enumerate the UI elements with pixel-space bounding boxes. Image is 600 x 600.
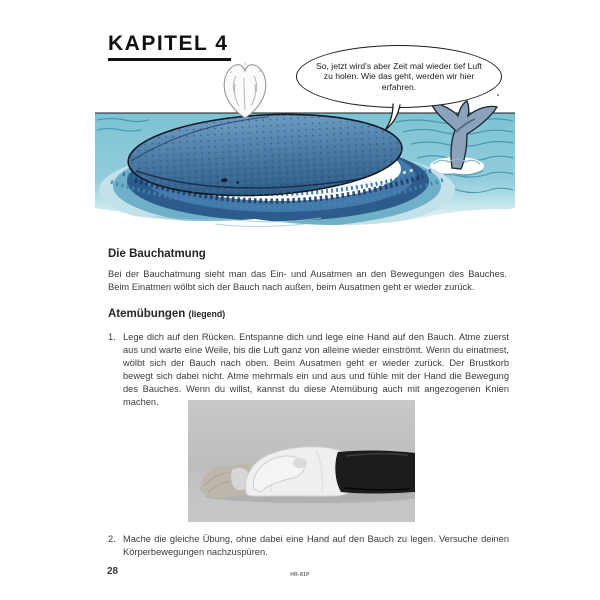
paragraph-bauchatmung: Bei der Bauchatmung sieht man das Ein- und Ausatmen an den Bewegungen des Bauches. Beim Einatmen wölbt sich der Bauch nach außen, beim Ausatmen geht er wieder zurück. [108,269,507,292]
exercise-item-1 [108,331,509,409]
exercise-photo [188,400,415,522]
atemuebungen-suffix: (liegend) [188,309,226,319]
footer-code: HR-81P [290,572,310,578]
exercise-number: 1. [108,332,116,342]
exercise-item-2 [108,533,509,559]
speech-bubble [296,45,502,108]
chapter-title: KAPITEL 4 [108,32,231,61]
speech-bubble-tail [383,103,407,133]
exercise-text: Lege dich auf den Rücken. Entspanne dich und lege eine Hand auf den Bauch. Atme zuerst aus und warte eine Weile, bis die Luft ganz von alleine wieder einströmt. Wenn du einatmest, wölbt sich der Bauch nach oben. Beim Ausatmen geht er wieder zurück. Der Brustkorb bewegt sich dabei nicht. Atme mehrmals ein und aus und fühle mit der Hand die Bewegung des Bauches. Wenn du willst, kannst du diese Atemübung auch mit angezogenen Knien machen. [123,332,509,407]
exercise-text: Mache die gleiche Übung, ohne dabei eine Hand auf den Bauch zu legen. Versuche deinen Körperbewegungen nachzuspüren. [123,534,509,557]
exercise-number: 2. [108,534,116,544]
speech-bubble-text: So, jetzt wird's aber Zeit mal wieder tief Luft zu holen. Wie das geht, werden wir hier erfahren. [316,60,482,92]
whale-spout [224,63,266,118]
page-number: 28 [107,566,119,577]
atemuebungen-title: Atemübungen [108,308,186,320]
section-heading-atemuebungen [108,308,225,320]
section-heading-bauchatmung: Die Bauchatmung [108,248,206,260]
